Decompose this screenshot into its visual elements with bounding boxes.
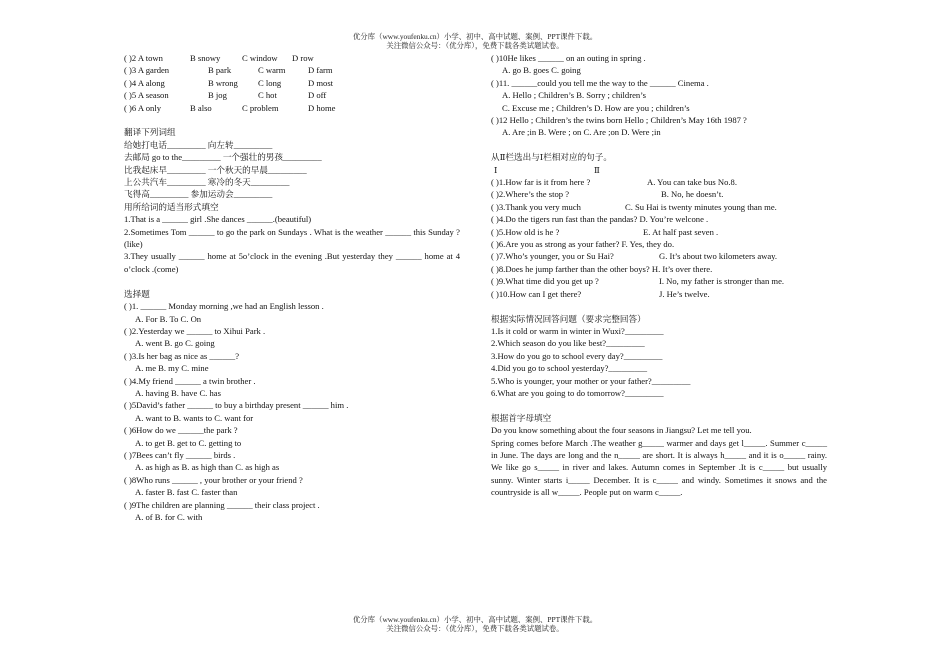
match-left: ( )9.What time did you get up ? bbox=[491, 276, 599, 287]
match-left: ( )8.Does he jump farther than the other boys? bbox=[491, 263, 650, 274]
match-left: ( )10.How can I get there? bbox=[491, 288, 582, 299]
question: ( )12 Hello ; Children’s the twins born Hello ; Children’s May 16th 1987 ? bbox=[491, 115, 747, 126]
options: A. go B. goes C. going bbox=[502, 65, 581, 76]
option-b: B wrong bbox=[208, 77, 238, 88]
option-a: ( )2 A town bbox=[124, 53, 163, 63]
question: ( )9The children are planning ______ their class project . bbox=[124, 499, 320, 510]
right-column bbox=[491, 52, 827, 499]
match-row bbox=[491, 275, 827, 287]
answer-item: 4.Did you go to school yesterday?_________ bbox=[491, 363, 648, 374]
options: A. faster B. fast C. faster than bbox=[135, 487, 238, 498]
match-right: I. No, my father is stronger than me. bbox=[659, 276, 785, 287]
word-form-item: 1.That is a ______ girl .She dances ______.(beautiful) bbox=[124, 214, 312, 225]
header-line-2: 关注微信公众号：（优分库），免费下载各类试题试卷。 bbox=[386, 41, 564, 50]
translate-line: 上公共汽车_________ 寒冷的冬天_________ bbox=[124, 177, 290, 188]
header-line-1: 优分库（www.youfenku.cn）小学、初中、高中试题、案例、PPT课件下载。 bbox=[352, 32, 598, 41]
section-title: 从Ⅱ栏选出与Ⅰ栏相对应的句子。 bbox=[491, 152, 612, 163]
option-d: D farm bbox=[308, 65, 333, 76]
option-c: C warm bbox=[258, 65, 286, 76]
question: ( )1. ______ Monday morning ,we had an English lesson . bbox=[124, 301, 324, 312]
word-form-section bbox=[124, 201, 460, 275]
word-form-item: 3.They usually ______ home at 5o’clock in the evening .But yesterday they ______ home at 4 o’clock .(come) bbox=[124, 251, 460, 274]
match-right: D. You’re welcone . bbox=[639, 214, 709, 225]
cloze-section bbox=[491, 412, 827, 499]
section-title: 用所给词的适当形式填空 bbox=[124, 201, 219, 212]
page-header bbox=[0, 32, 950, 50]
option-a: ( )6 A only bbox=[124, 102, 162, 113]
left-column bbox=[124, 52, 460, 523]
translate-line: 去邮局 go to the_________ 一个强壮的男孩_________ bbox=[124, 152, 322, 163]
translate-section bbox=[124, 126, 460, 200]
match-right: C. Su Hai is twenty minutes young than me. bbox=[625, 201, 777, 212]
option-c: C hot bbox=[258, 90, 277, 101]
word-form-item: 2.Sometimes Tom ______ to go the park on Sundays . What is the weather ______ this Sunday ?(like) bbox=[124, 226, 460, 250]
match-left: ( )3.Thank you very much bbox=[491, 201, 581, 212]
options: A. For B. To C. On bbox=[135, 313, 202, 324]
answer-item: 5.Who is younger, your mother or your father?_________ bbox=[491, 375, 691, 386]
options: C. Excuse me ; Children’s D. How are you ; children’s bbox=[502, 102, 690, 113]
option-a: ( )3 A garden bbox=[124, 65, 170, 76]
match-row bbox=[491, 263, 827, 275]
phonics-row bbox=[124, 77, 460, 89]
options: A. as high as B. as high than C. as high as bbox=[135, 462, 280, 473]
match-header bbox=[491, 164, 827, 176]
phonics-row bbox=[124, 102, 460, 114]
question: ( )11. ______could you tell me the way to the ______ Cinema . bbox=[491, 77, 709, 88]
cloze-intro: Do you know something about the four seasons in Jiangsu? Let me tell you. bbox=[491, 425, 752, 436]
section-title: 根据实际情况回答问题（要求完整回答） bbox=[491, 313, 646, 324]
option-c: C long bbox=[258, 77, 282, 88]
match-right: A. You can take bus No.8. bbox=[647, 177, 737, 188]
question: ( )5David’s father ______ to buy a birthday present ______ him . bbox=[124, 400, 349, 411]
options: A. went B. go C. going bbox=[135, 338, 215, 349]
match-left: ( )4.Do the tigers run fast than the pandas? bbox=[491, 214, 638, 225]
match-left: ( )5.How old is he ? bbox=[491, 226, 560, 237]
option-b: B snowy bbox=[190, 53, 221, 63]
cloze-paragraph: Spring comes before March .The weather g_____ warmer and days get l_____. Summer c_____ in June. The days are long and the n_____ are short. It is always h_____ and it is o_____ rainy. We like go s_____ in river and lakes. Autumn comes in September .It is c_____ but usually sunny. Winter starts i_____ December. It is c_____ and windy. Sometimes it snows and the countryside is all w_____. People put on warm c_____. bbox=[491, 437, 827, 498]
match-row bbox=[491, 288, 827, 300]
options: A. Are ;in B. Were ; on C. Are ;on D. Were ;in bbox=[502, 127, 661, 138]
option-a: ( )4 A along bbox=[124, 77, 165, 88]
options: A. having B. have C. has bbox=[135, 387, 221, 398]
match-left: ( )2.Where’s the stop ? bbox=[491, 189, 570, 200]
option-d: D row bbox=[292, 53, 314, 63]
phonics-row bbox=[124, 89, 460, 101]
match-row bbox=[491, 238, 827, 250]
question: ( )10He likes ______ on an outing in spring . bbox=[491, 53, 646, 63]
answer-item: 6.What are you going to do tomorrow?_________ bbox=[491, 387, 664, 398]
phonics-row bbox=[124, 64, 460, 76]
options: A. of B. for C. with bbox=[135, 512, 203, 522]
match-right: B. No, he doesn’t. bbox=[661, 189, 724, 200]
translate-line: 比我起床早_________ 一个秋天的早晨_________ bbox=[124, 164, 307, 175]
answer-item: 1.Is it cold or warm in winter in Wuxi?_________ bbox=[491, 325, 664, 336]
column-i-label: Ⅰ bbox=[494, 164, 498, 175]
footer-line-2: 关注微信公众号：（优分库），免费下载各类试题试卷。 bbox=[386, 624, 564, 633]
page-footer bbox=[0, 615, 950, 633]
question: ( )7Bees can’t fly ______ birds . bbox=[124, 449, 236, 460]
translate-line: 给她打电话_________ 向左转_________ bbox=[124, 139, 273, 150]
choice-section bbox=[124, 288, 460, 524]
match-row bbox=[491, 176, 827, 188]
translate-line: 飞得高_________ 参加运动会_________ bbox=[124, 189, 273, 200]
options: A. to get B. get to C. getting to bbox=[135, 437, 242, 448]
section-title: 翻译下列词组 bbox=[124, 127, 176, 138]
phonics-section bbox=[124, 52, 460, 114]
option-c: C window bbox=[242, 53, 278, 63]
column-ii-label: Ⅱ bbox=[594, 164, 600, 175]
match-row bbox=[491, 188, 827, 200]
match-left: ( )6.Are you as strong as your father? bbox=[491, 239, 620, 250]
choice-section-continued bbox=[491, 52, 827, 139]
footer-line-1: 优分库（www.youfenku.cn）小学、初中、高中试题、案例、PPT课件下载。 bbox=[352, 615, 598, 624]
match-right: H. It’s over there. bbox=[651, 263, 713, 274]
options: A. me B. my C. mine bbox=[135, 363, 209, 374]
option-c: C problem bbox=[242, 102, 279, 113]
match-right: J. He’s twelve. bbox=[659, 288, 710, 299]
options: A. Hello ; Children’s B. Sorry ; children’s bbox=[502, 90, 646, 101]
option-d: D off bbox=[308, 90, 327, 101]
question: ( )4.My friend ______ a twin brother . bbox=[124, 375, 256, 386]
question: ( )2.Yesterday we ______ to Xihui Park . bbox=[124, 325, 266, 336]
answer-section bbox=[491, 313, 827, 400]
match-row bbox=[491, 250, 827, 262]
section-title: 选择题 bbox=[124, 288, 150, 299]
match-left: ( )1.How far is it from here ? bbox=[491, 177, 591, 188]
option-b: B also bbox=[190, 102, 212, 113]
option-a: ( )5 A season bbox=[124, 90, 169, 101]
match-row bbox=[491, 201, 827, 213]
section-title: 根据首字母填空 bbox=[491, 412, 552, 423]
answer-item: 2.Which season do you like best?_________ bbox=[491, 338, 645, 349]
option-d: D most bbox=[308, 77, 334, 88]
answer-item: 3.How do you go to school every day?_________ bbox=[491, 350, 663, 361]
phonics-row bbox=[124, 52, 460, 64]
option-b: B park bbox=[208, 65, 232, 76]
question: ( )6How do we ______the park ? bbox=[124, 425, 238, 436]
options: A. want to B. wants to C. want for bbox=[135, 412, 254, 423]
match-row bbox=[491, 226, 827, 238]
option-d: D home bbox=[308, 102, 336, 113]
option-b: B jog bbox=[208, 90, 227, 101]
match-right: E. At half past seven . bbox=[643, 226, 719, 237]
match-section bbox=[491, 151, 827, 300]
match-row bbox=[491, 213, 827, 225]
match-right: F. Yes, they do. bbox=[621, 239, 675, 250]
question: ( )3.Is her bag as nice as ______? bbox=[124, 350, 240, 361]
question: ( )8Who runs ______ , your brother or your friend ? bbox=[124, 474, 303, 485]
match-left: ( )7.Who’s younger, you or Su Hai? bbox=[491, 251, 614, 262]
match-right: G. It’s about two kilometers away. bbox=[659, 251, 778, 262]
